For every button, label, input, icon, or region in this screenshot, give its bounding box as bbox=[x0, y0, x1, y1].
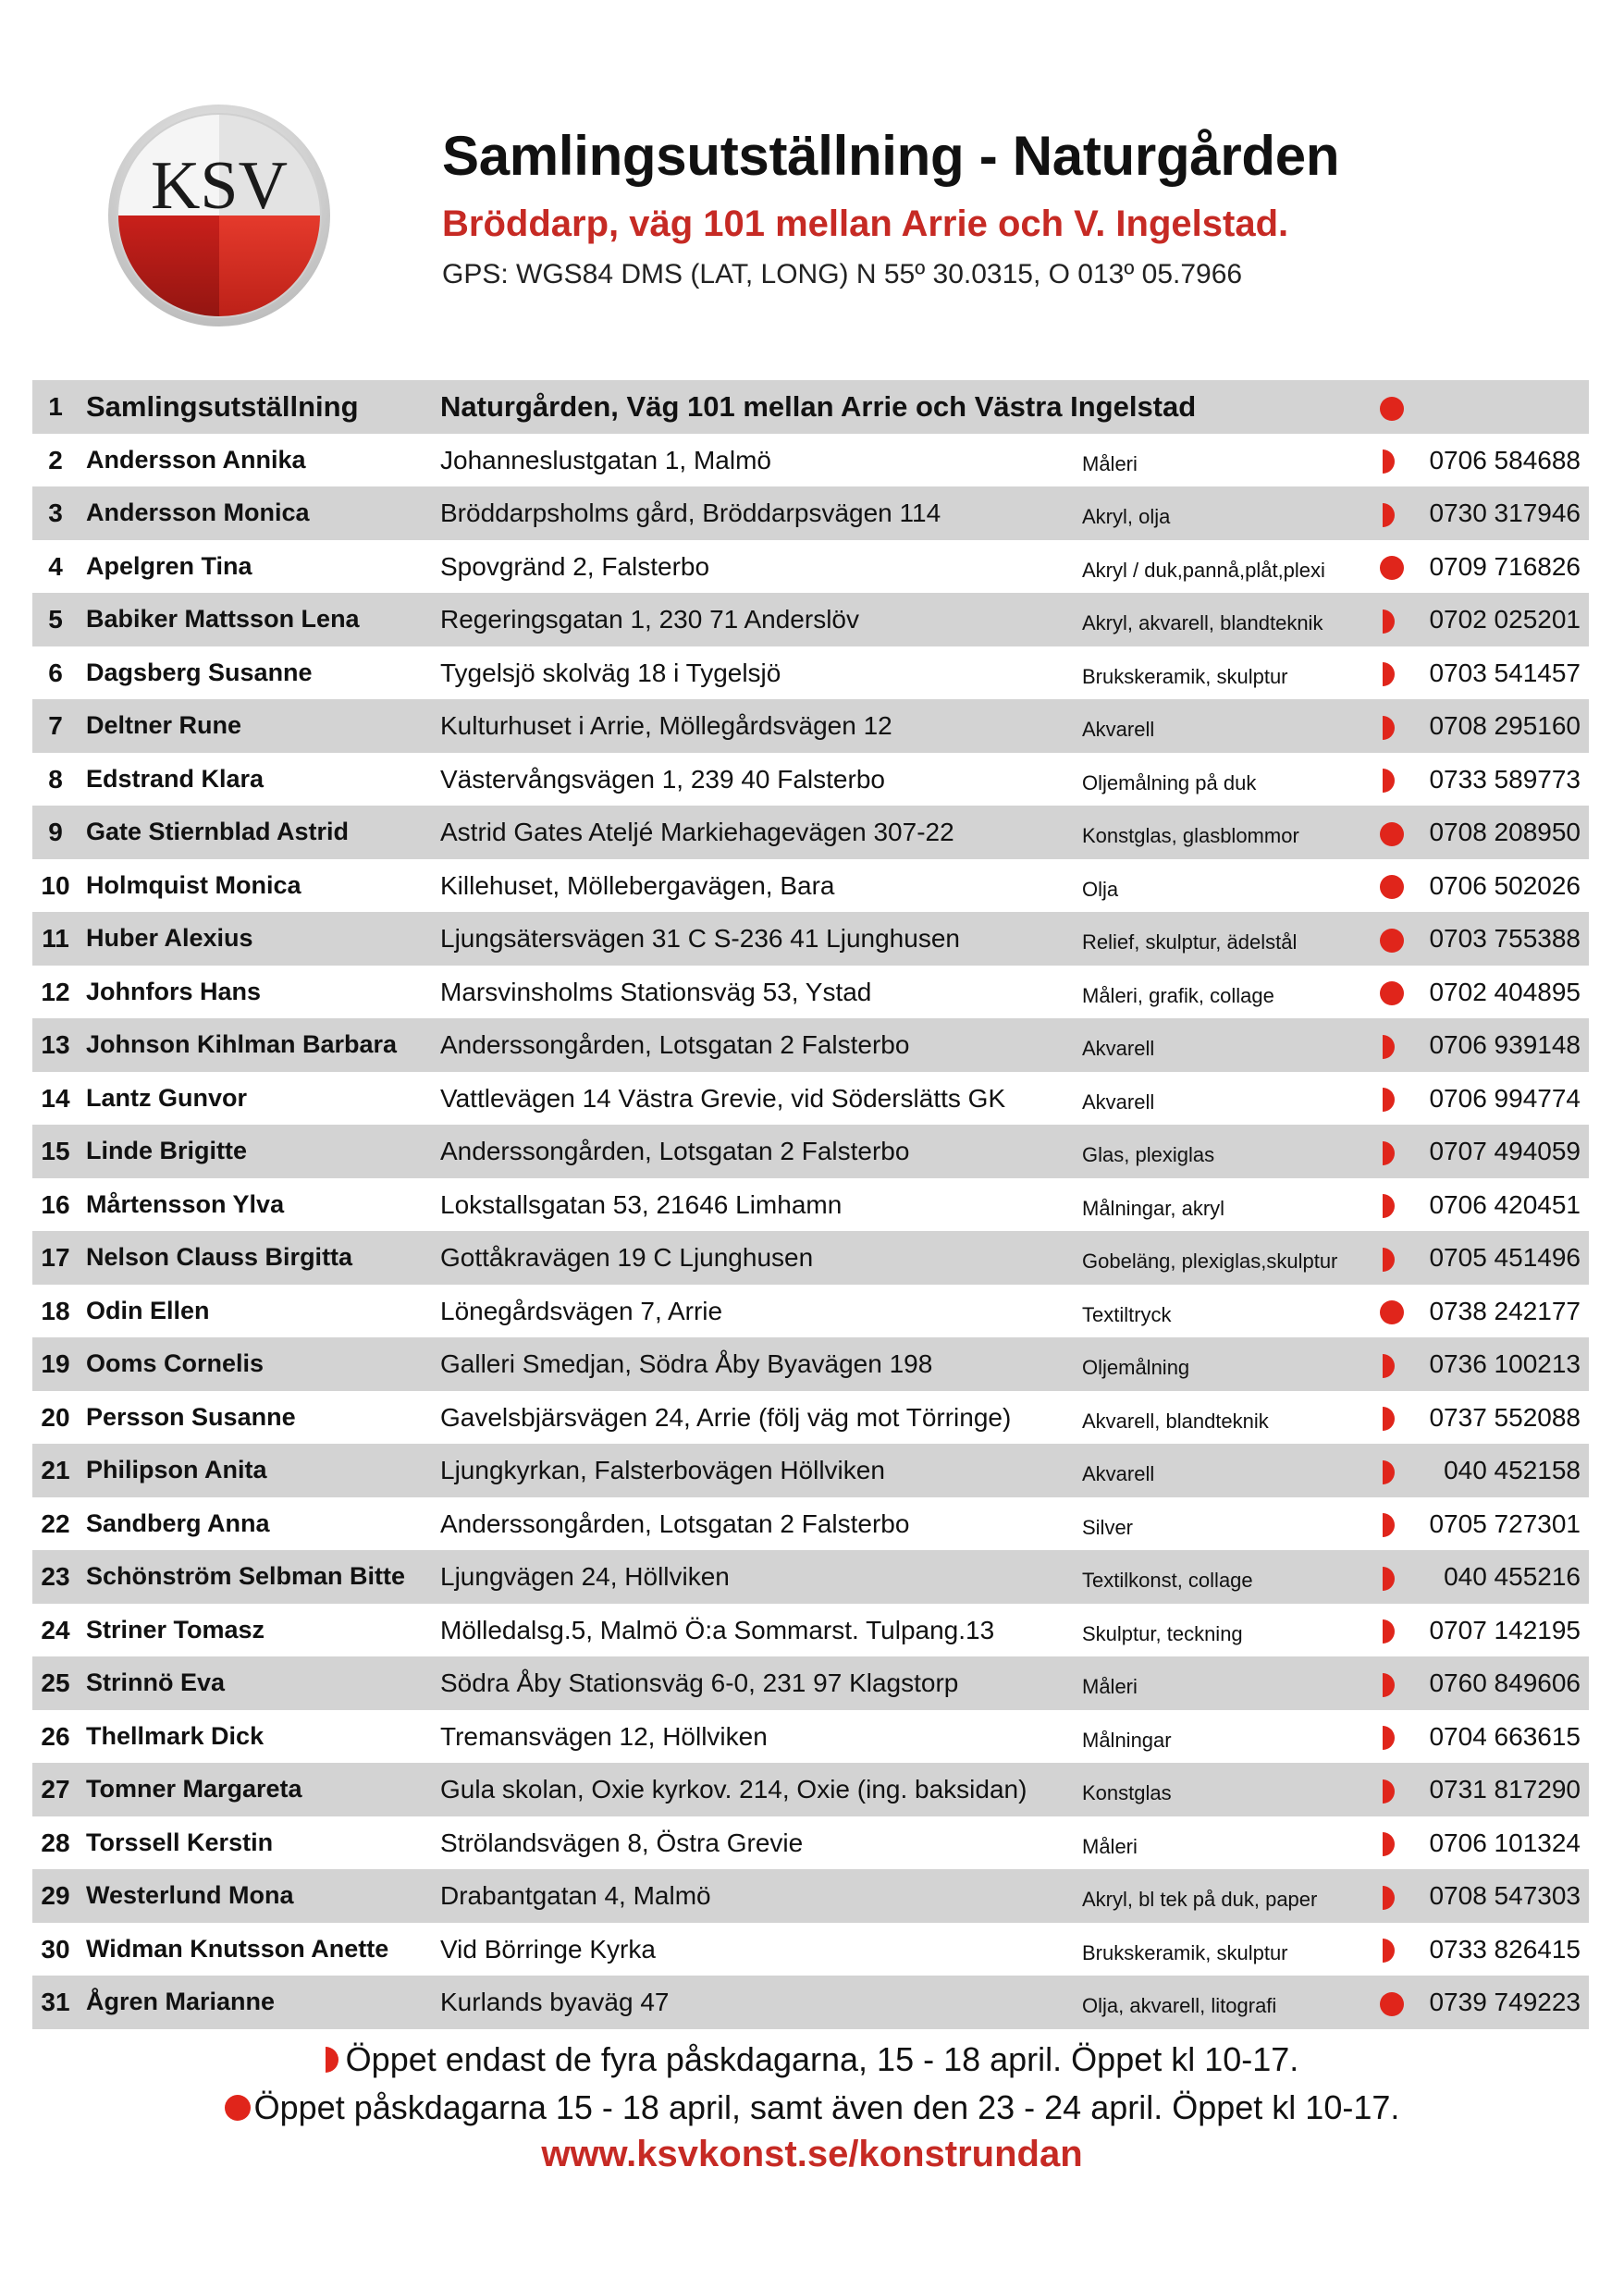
address: Lönegårdsvägen 7, Arrie bbox=[440, 1296, 723, 1325]
phone-number: 040 455216 bbox=[1444, 1562, 1581, 1591]
row-number: 4 bbox=[48, 551, 63, 581]
opening-marker bbox=[1364, 1018, 1420, 1072]
opening-marker bbox=[1364, 540, 1420, 594]
phone-number: 0730 317946 bbox=[1429, 499, 1581, 527]
half-dot-icon bbox=[1383, 1035, 1395, 1059]
half-dot-icon bbox=[1383, 1460, 1395, 1484]
opening-marker bbox=[1364, 1869, 1420, 1923]
address: Killehuset, Möllebergavägen, Bara bbox=[440, 870, 835, 900]
phone-number: 0705 451496 bbox=[1429, 1243, 1581, 1272]
artist-name: Johnson Kihlman Barbara bbox=[86, 1030, 398, 1058]
half-dot-icon bbox=[1383, 1141, 1395, 1165]
artist-name: Striner Tomasz bbox=[86, 1615, 265, 1644]
artist-name: Lantz Gunvor bbox=[86, 1083, 247, 1112]
half-dot-icon bbox=[1383, 1726, 1395, 1750]
opening-marker bbox=[1364, 1444, 1420, 1497]
address: Kurlands byaväg 47 bbox=[440, 1988, 670, 2016]
technique: Akvarell, blandteknik bbox=[1082, 1409, 1269, 1433]
table-row bbox=[32, 806, 1589, 859]
half-dot-icon bbox=[1383, 1886, 1395, 1910]
row-number: 1 bbox=[48, 392, 63, 421]
address: Gottåkravägen 19 C Ljunghusen bbox=[440, 1243, 814, 1272]
half-dot-icon bbox=[1383, 1939, 1395, 1963]
phone-number: 0702 025201 bbox=[1429, 605, 1581, 634]
technique: Glas, plexiglas bbox=[1082, 1143, 1215, 1166]
row-number: 2 bbox=[48, 445, 63, 474]
artist-table bbox=[32, 380, 1589, 2029]
address: Galleri Smedjan, Södra Åby Byavägen 198 bbox=[440, 1349, 933, 1378]
row-number: 21 bbox=[41, 1456, 70, 1484]
table-row bbox=[32, 1656, 1589, 1710]
artist-name: Sandberg Anna bbox=[86, 1508, 270, 1537]
technique: Olja, akvarell, litografi bbox=[1082, 1994, 1277, 2017]
technique: Brukskeramik, skulptur bbox=[1082, 1940, 1288, 1964]
row-number: 10 bbox=[41, 870, 70, 900]
artist-name: Gate Stiernblad Astrid bbox=[86, 818, 350, 845]
artist-name: Ooms Cornelis bbox=[86, 1349, 265, 1377]
full-dot-icon bbox=[1380, 1992, 1404, 2016]
opening-marker bbox=[1364, 1072, 1420, 1126]
address: Gavelsbjärsvägen 24, Arrie (följ väg mot Törringe) bbox=[440, 1402, 1012, 1432]
table-row bbox=[32, 646, 1589, 700]
address: Johanneslustgatan 1, Malmö bbox=[440, 445, 771, 474]
artist-name: Thellmark Dick bbox=[86, 1721, 265, 1750]
technique: Akryl, bl tek på duk, paper bbox=[1082, 1888, 1318, 1911]
phone-number: 0704 663615 bbox=[1429, 1721, 1581, 1751]
row-number: 25 bbox=[41, 1668, 70, 1697]
address: Mölledalsg.5, Malmö Ö:a Sommarst. Tulpang.13 bbox=[440, 1615, 995, 1644]
artist-name: Samlingsutställning bbox=[86, 390, 359, 423]
table-row bbox=[32, 1072, 1589, 1126]
artist-name: Westerlund Mona bbox=[86, 1881, 294, 1909]
opening-marker bbox=[1364, 593, 1420, 646]
address: Kulturhuset i Arrie, Möllegårdsvägen 12 bbox=[440, 711, 892, 740]
technique: Akryl, akvarell, blandteknik bbox=[1082, 611, 1323, 634]
half-dot-icon bbox=[1383, 1088, 1395, 1112]
table-row bbox=[32, 593, 1589, 646]
artist-name: Odin Ellen bbox=[86, 1296, 210, 1324]
table-row bbox=[32, 1816, 1589, 1870]
row-number: 11 bbox=[42, 924, 69, 953]
artist-name: Strinnö Eva bbox=[86, 1668, 226, 1696]
phone-number: 0731 817290 bbox=[1429, 1775, 1581, 1804]
technique: Målningar, akryl bbox=[1082, 1196, 1225, 1220]
technique: Oljemålning bbox=[1082, 1356, 1190, 1379]
table-row bbox=[32, 1178, 1589, 1232]
technique: Textilkonst, collage bbox=[1082, 1569, 1253, 1592]
opening-marker bbox=[1364, 1656, 1420, 1710]
phone-number: 0708 295160 bbox=[1429, 711, 1581, 740]
row-number: 30 bbox=[41, 1934, 70, 1964]
address: Regeringsgatan 1, 230 71 Anderslöv bbox=[440, 605, 859, 634]
half-dot-icon bbox=[1383, 1832, 1395, 1856]
address: Ljungvägen 24, Höllviken bbox=[440, 1562, 730, 1591]
table-row bbox=[32, 1550, 1589, 1604]
phone-number: 0739 749223 bbox=[1429, 1988, 1581, 2016]
table-row bbox=[32, 859, 1589, 913]
row-number: 7 bbox=[48, 711, 63, 740]
row-number: 20 bbox=[41, 1402, 70, 1432]
table-row bbox=[32, 1337, 1589, 1391]
row-number: 31 bbox=[41, 1988, 70, 2016]
full-dot-icon bbox=[225, 2095, 251, 2121]
row-number: 9 bbox=[48, 818, 63, 846]
address: Södra Åby Stationsväg 6-0, 231 97 Klagstorp bbox=[440, 1668, 959, 1697]
row-number: 13 bbox=[41, 1030, 70, 1059]
technique: Akvarell bbox=[1082, 1037, 1155, 1060]
table-row bbox=[32, 1444, 1589, 1497]
opening-marker bbox=[1364, 806, 1420, 859]
opening-marker bbox=[1364, 699, 1420, 753]
half-dot-icon bbox=[1383, 609, 1395, 634]
artist-name: Babiker Mattsson Lena bbox=[86, 605, 360, 633]
half-dot-icon bbox=[1383, 1567, 1395, 1591]
artist-name: Torssell Kerstin bbox=[86, 1828, 274, 1856]
half-dot-icon bbox=[1383, 1619, 1395, 1644]
full-dot-icon bbox=[1380, 981, 1404, 1005]
full-dot-icon bbox=[1380, 929, 1404, 953]
opening-marker bbox=[1364, 1816, 1420, 1870]
address: Spovgränd 2, Falsterbo bbox=[440, 551, 710, 581]
phone-number: 0709 716826 bbox=[1429, 551, 1581, 581]
opening-marker bbox=[1364, 753, 1420, 806]
opening-marker bbox=[1364, 646, 1420, 700]
half-dot-icon bbox=[1383, 662, 1395, 686]
table-row bbox=[32, 1923, 1589, 1976]
phone-number: 0706 101324 bbox=[1429, 1828, 1581, 1857]
artist-name: Holmquist Monica bbox=[86, 870, 301, 899]
phone-number: 0738 242177 bbox=[1429, 1296, 1581, 1325]
artist-name: Tomner Margareta bbox=[86, 1775, 302, 1803]
technique: Måleri bbox=[1082, 451, 1138, 475]
table-row bbox=[32, 1231, 1589, 1285]
address: Anderssongården, Lotsgatan 2 Falsterbo bbox=[440, 1508, 910, 1538]
technique: Målningar bbox=[1082, 1728, 1172, 1752]
technique: Olja bbox=[1082, 877, 1119, 901]
technique: Akryl / duk,pannå,plåt,plexi bbox=[1082, 558, 1325, 582]
opening-marker bbox=[1364, 486, 1420, 540]
opening-marker bbox=[1364, 1231, 1420, 1285]
address: Astrid Gates Ateljé Markiehagevägen 307-22 bbox=[440, 818, 954, 846]
opening-marker bbox=[1364, 1178, 1420, 1232]
phone-number: 0708 547303 bbox=[1429, 1881, 1581, 1910]
table-row bbox=[32, 380, 1589, 434]
half-dot-icon bbox=[1383, 1407, 1395, 1431]
table-row bbox=[32, 1869, 1589, 1923]
artist-name: Mårtensson Ylva bbox=[86, 1189, 285, 1218]
address: Vid Börringe Kyrka bbox=[440, 1934, 656, 1964]
half-dot-icon bbox=[1383, 1248, 1395, 1272]
opening-marker bbox=[1364, 1923, 1420, 1976]
phone-number: 0706 420451 bbox=[1429, 1189, 1581, 1219]
opening-marker bbox=[1364, 1497, 1420, 1551]
address: Tygelsjö skolväg 18 i Tygelsjö bbox=[440, 658, 781, 687]
table-row bbox=[32, 1763, 1589, 1816]
phone-number: 0706 584688 bbox=[1429, 445, 1581, 474]
address: Drabantgatan 4, Malmö bbox=[440, 1881, 711, 1910]
legend-full-marker bbox=[0, 2088, 1624, 2127]
opening-marker bbox=[1364, 912, 1420, 966]
row-number: 27 bbox=[41, 1775, 70, 1804]
row-number: 8 bbox=[48, 764, 63, 794]
legend-half-marker bbox=[0, 2040, 1624, 2079]
artist-name: Persson Susanne bbox=[86, 1402, 296, 1431]
row-number: 18 bbox=[41, 1296, 70, 1325]
table-row bbox=[32, 1604, 1589, 1657]
half-dot-icon bbox=[1383, 1354, 1395, 1378]
half-dot-icon bbox=[1383, 769, 1395, 793]
half-dot-icon bbox=[326, 2047, 338, 2073]
artist-name: Huber Alexius bbox=[86, 924, 253, 952]
table-row bbox=[32, 540, 1589, 594]
full-dot-icon bbox=[1380, 556, 1404, 580]
phone-number: 0705 727301 bbox=[1429, 1508, 1581, 1538]
opening-marker bbox=[1364, 1710, 1420, 1764]
full-dot-icon bbox=[1380, 822, 1404, 846]
table-row bbox=[32, 1497, 1589, 1551]
table-row bbox=[32, 1285, 1589, 1338]
table-row bbox=[32, 486, 1589, 540]
row-number: 17 bbox=[41, 1243, 70, 1272]
row-number: 15 bbox=[41, 1137, 70, 1165]
phone-number: 0703 755388 bbox=[1429, 924, 1581, 953]
half-dot-icon bbox=[1383, 1673, 1395, 1697]
opening-marker bbox=[1364, 966, 1420, 1019]
row-number: 23 bbox=[41, 1562, 70, 1591]
row-number: 12 bbox=[41, 977, 70, 1006]
row-number: 6 bbox=[48, 658, 63, 687]
full-dot-icon bbox=[1380, 1300, 1404, 1324]
phone-number: 0760 849606 bbox=[1429, 1668, 1581, 1697]
technique: Textiltryck bbox=[1082, 1302, 1172, 1326]
technique: Skulptur, teckning bbox=[1082, 1621, 1243, 1645]
row-number: 26 bbox=[41, 1721, 70, 1751]
full-dot-icon bbox=[1380, 875, 1404, 899]
table-row bbox=[32, 753, 1589, 806]
legend-half-text: Öppet endast de fyra påskdagarna, 15 - 18 april. Öppet kl 10-17. bbox=[345, 2040, 1299, 2078]
technique: Måleri bbox=[1082, 1834, 1138, 1858]
phone-number: 0706 994774 bbox=[1429, 1083, 1581, 1113]
artist-name: Deltner Rune bbox=[86, 711, 242, 739]
half-dot-icon bbox=[1383, 1779, 1395, 1804]
table-row bbox=[32, 912, 1589, 966]
table-row bbox=[32, 1710, 1589, 1764]
phone-number: 040 452158 bbox=[1444, 1456, 1581, 1484]
artist-name: Edstrand Klara bbox=[86, 764, 265, 793]
opening-marker bbox=[1364, 1763, 1420, 1816]
legend-full-text: Öppet påskdagarna 15 - 18 april, samt även den 23 - 24 april. Öppet kl 10-17. bbox=[253, 2088, 1400, 2126]
opening-marker bbox=[1364, 1125, 1420, 1178]
phone-number: 0707 142195 bbox=[1429, 1615, 1581, 1644]
opening-marker bbox=[1364, 1604, 1420, 1657]
address: Bröddarpsholms gård, Bröddarpsvägen 114 bbox=[440, 499, 941, 527]
table-row bbox=[32, 699, 1589, 753]
phone-number: 0706 939148 bbox=[1429, 1030, 1581, 1059]
half-dot-icon bbox=[1383, 449, 1395, 474]
artist-name: Linde Brigitte bbox=[86, 1137, 247, 1164]
website-link[interactable]: www.ksvkonst.se/konstrundan bbox=[541, 2134, 1083, 2174]
artist-name: Schönström Selbman Bitte bbox=[86, 1562, 406, 1590]
address: Gula skolan, Oxie kyrkov. 214, Oxie (ing. baksidan) bbox=[440, 1775, 1027, 1804]
phone-number: 0706 502026 bbox=[1429, 870, 1581, 900]
artist-name: Dagsberg Susanne bbox=[86, 658, 313, 686]
address: Tremansvägen 12, Höllviken bbox=[440, 1721, 768, 1751]
artist-name: Andersson Monica bbox=[86, 499, 310, 526]
opening-marker bbox=[1364, 859, 1420, 913]
address: Ljungkyrkan, Falsterbovägen Höllviken bbox=[440, 1456, 885, 1484]
opening-marker bbox=[1364, 434, 1420, 487]
phone-number: 0703 541457 bbox=[1429, 658, 1581, 687]
half-dot-icon bbox=[1383, 1513, 1395, 1537]
phone-number: 0733 589773 bbox=[1429, 764, 1581, 794]
phone-number: 0736 100213 bbox=[1429, 1349, 1581, 1378]
row-number: 22 bbox=[41, 1508, 70, 1538]
artist-name: Johnfors Hans bbox=[86, 977, 262, 1005]
technique: Akvarell bbox=[1082, 1090, 1155, 1114]
address: Vattlevägen 14 Västra Grevie, vid Söderslätts GK bbox=[440, 1083, 1006, 1113]
address: Anderssongården, Lotsgatan 2 Falsterbo bbox=[440, 1137, 910, 1165]
address: Västervångsvägen 1, 239 40 Falsterbo bbox=[440, 764, 885, 794]
address: Strölandsvägen 8, Östra Grevie bbox=[440, 1828, 804, 1857]
technique: Brukskeramik, skulptur bbox=[1082, 664, 1288, 688]
opening-marker bbox=[1364, 1337, 1420, 1391]
half-dot-icon bbox=[1383, 503, 1395, 527]
row-number: 28 bbox=[41, 1828, 70, 1857]
technique: Akvarell bbox=[1082, 718, 1155, 741]
table-row bbox=[32, 1125, 1589, 1178]
technique: Konstglas bbox=[1082, 1781, 1172, 1804]
address: Naturgården, Väg 101 mellan Arrie och Västra Ingelstad bbox=[440, 390, 1197, 423]
row-number: 3 bbox=[48, 499, 63, 527]
phone-number: 0702 404895 bbox=[1429, 977, 1581, 1006]
row-number: 24 bbox=[41, 1615, 70, 1644]
technique: Konstglas, glasblommor bbox=[1082, 824, 1299, 847]
ksv-logo bbox=[107, 104, 331, 327]
table-row bbox=[32, 966, 1589, 1019]
row-number: 29 bbox=[41, 1881, 70, 1910]
artist-name: Philipson Anita bbox=[86, 1456, 267, 1484]
phone-number: 0737 552088 bbox=[1429, 1402, 1581, 1432]
opening-marker bbox=[1364, 1976, 1420, 2029]
technique: Måleri bbox=[1082, 1675, 1138, 1698]
address: Lokstallsgatan 53, 21646 Limhamn bbox=[440, 1189, 843, 1219]
address: Marsvinsholms Stationsväg 53, Ystad bbox=[440, 977, 872, 1006]
phone-number: 0733 826415 bbox=[1429, 1934, 1581, 1964]
phone-number: 0708 208950 bbox=[1429, 818, 1581, 846]
row-number: 14 bbox=[41, 1083, 70, 1113]
page-subtitle: Bröddarp, väg 101 mellan Arrie och V. Ingelstad. bbox=[442, 203, 1289, 244]
opening-marker bbox=[1364, 1391, 1420, 1445]
opening-marker bbox=[1364, 1550, 1420, 1604]
technique: Akryl, olja bbox=[1082, 505, 1171, 528]
technique: Oljemålning på duk bbox=[1082, 770, 1257, 794]
table-row bbox=[32, 1976, 1589, 2029]
artist-name: Ågren Marianne bbox=[86, 1988, 276, 2015]
technique: Måleri, grafik, collage bbox=[1082, 983, 1274, 1007]
address: Ljungsätersvägen 31 C S-236 41 Ljunghusen bbox=[440, 924, 960, 953]
address: Anderssongården, Lotsgatan 2 Falsterbo bbox=[440, 1030, 910, 1059]
technique: Akvarell bbox=[1082, 1462, 1155, 1485]
artist-name: Apelgren Tina bbox=[86, 551, 252, 580]
row-number: 19 bbox=[41, 1349, 70, 1378]
technique: Relief, skulptur, ädelstål bbox=[1082, 930, 1298, 954]
half-dot-icon bbox=[1383, 716, 1395, 740]
phone-number: 0707 494059 bbox=[1429, 1137, 1581, 1165]
table-row bbox=[32, 1391, 1589, 1445]
opening-marker bbox=[1364, 1285, 1420, 1338]
row-number: 16 bbox=[41, 1189, 70, 1219]
technique: Silver bbox=[1082, 1515, 1134, 1539]
artist-name: Widman Knutsson Anette bbox=[86, 1934, 389, 1963]
table-row bbox=[32, 434, 1589, 487]
artist-name: Andersson Annika bbox=[86, 445, 306, 474]
full-dot-icon bbox=[1380, 397, 1404, 421]
row-number: 5 bbox=[48, 605, 63, 634]
table-row bbox=[32, 1018, 1589, 1072]
gps-coordinates: GPS: WGS84 DMS (LAT, LONG) N 55º 30.0315, O 013º 05.7966 bbox=[442, 259, 1243, 289]
page-title: Samlingsutställning - Naturgården bbox=[442, 125, 1340, 187]
half-dot-icon bbox=[1383, 1194, 1395, 1218]
technique: Gobeläng, plexiglas,skulptur bbox=[1082, 1250, 1338, 1273]
opening-marker bbox=[1364, 380, 1420, 434]
logo-text: KSV bbox=[150, 148, 289, 224]
artist-name: Nelson Clauss Birgitta bbox=[86, 1243, 353, 1271]
